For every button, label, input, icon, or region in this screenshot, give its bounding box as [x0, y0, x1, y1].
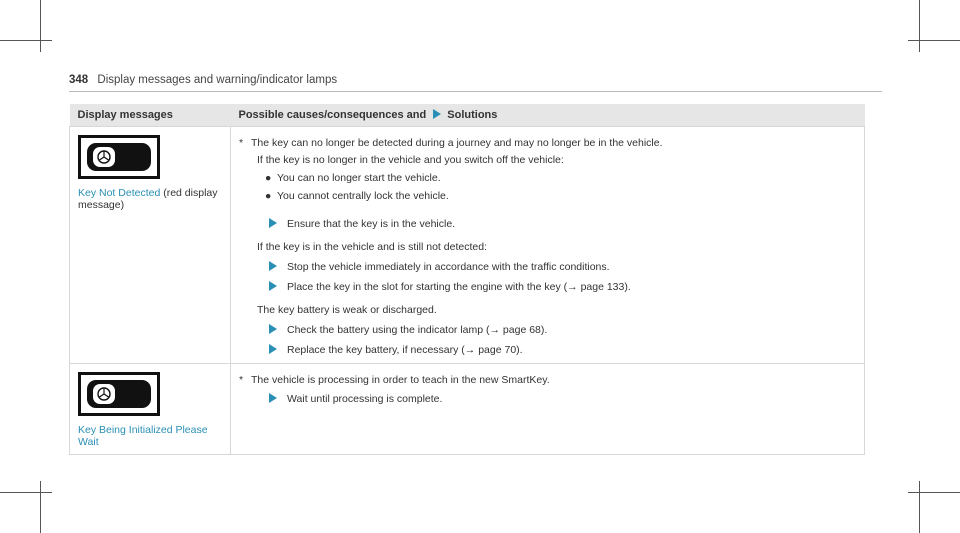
header-divider — [69, 91, 882, 92]
cause-line — [239, 137, 856, 149]
crop-mark — [40, 0, 41, 52]
action-text: Replace the key battery, if necessary (→ page 70). — [287, 344, 523, 356]
action-item — [267, 392, 856, 406]
page-header — [69, 74, 337, 86]
message-name-key-not-detected: Key Not Detected — [78, 187, 161, 199]
column-header-causes-solutions — [231, 104, 865, 127]
crop-mark — [919, 0, 920, 52]
condition-text: The key battery is weak or discharged. — [257, 304, 437, 316]
bullet-text: You cannot centrally lock the vehicle. — [277, 190, 449, 202]
play-arrow-icon — [433, 109, 441, 119]
column-header-display-messages: Display messages — [70, 104, 231, 127]
cause-text: The vehicle is processing in order to teach in the new SmartKey. — [251, 374, 550, 386]
bullet-item — [265, 189, 856, 203]
bullet-text: You can no longer start the vehicle. — [277, 172, 441, 184]
message-name-key-being-initialized: Key Being Initialized Please Wait — [78, 424, 208, 448]
message-suffix: (red display message) — [78, 187, 218, 211]
action-item — [267, 217, 856, 231]
action-text: Check the battery using the indicator lamp (→ page 68). — [287, 324, 548, 336]
action-text: Ensure that the key is in the vehicle. — [287, 218, 456, 230]
action-text: Wait until processing is complete. — [287, 393, 443, 405]
crop-mark — [0, 40, 52, 41]
condition-text: If the key is no longer in the vehicle and you switch off the vehicle: — [257, 154, 564, 166]
smartkey-icon — [78, 372, 160, 416]
column-header-causes: Possible causes/consequences and — [238, 109, 427, 121]
cause-marker: * — [239, 374, 244, 386]
action-text: Stop the vehicle immediately in accordance with the traffic conditions. — [287, 261, 610, 273]
causes-cell — [231, 127, 865, 364]
action-item — [267, 260, 856, 274]
play-arrow-icon — [269, 393, 277, 403]
play-arrow-icon — [269, 281, 277, 291]
crop-mark — [0, 492, 52, 493]
bullet-dot: ● — [265, 190, 272, 202]
crop-mark — [919, 481, 920, 533]
play-arrow-icon — [269, 261, 277, 271]
play-arrow-icon — [269, 218, 277, 228]
action-item — [267, 280, 856, 294]
cause-text: The key can no longer be detected during a journey and may no longer be in the vehicle. — [251, 137, 663, 149]
action-item — [267, 343, 856, 357]
table-row — [70, 127, 865, 364]
bullet-dot: ● — [265, 172, 272, 184]
bullet-item — [265, 171, 856, 185]
crop-mark — [908, 492, 960, 493]
message-cell — [70, 127, 231, 364]
action-item — [267, 323, 856, 337]
page-title: Display messages and warning/indicator lamps — [97, 74, 338, 86]
action-text: Place the key in the slot for starting the engine with the key (→ page 133). — [287, 281, 631, 293]
causes-cell — [231, 364, 865, 455]
display-messages-table — [69, 104, 865, 455]
cause-line — [239, 374, 856, 386]
message-cell — [70, 364, 231, 455]
page-number: 348 — [69, 74, 89, 86]
play-arrow-icon — [269, 324, 277, 334]
crop-mark — [40, 481, 41, 533]
cause-marker: * — [239, 137, 244, 149]
condition-text: If the key is in the vehicle and is still not detected: — [257, 241, 487, 253]
smartkey-icon — [78, 135, 160, 179]
column-header-solutions: Solutions — [447, 109, 498, 121]
table-header-row — [70, 104, 865, 127]
play-arrow-icon — [269, 344, 277, 354]
table-row — [70, 364, 865, 455]
crop-mark — [908, 40, 960, 41]
